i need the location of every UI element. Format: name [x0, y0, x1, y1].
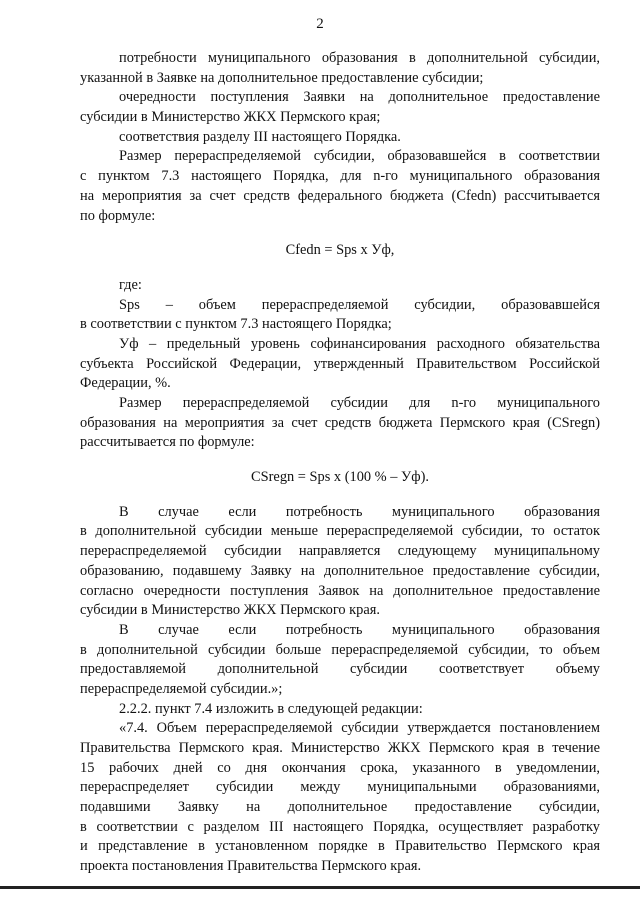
- text-line: в соответствии с пунктом 7.3 настоящего Порядка;: [80, 316, 392, 333]
- text-line: образованию, подавшему Заявку на дополнительное предоставление субсидии,: [80, 562, 600, 579]
- text-line: предоставляемой дополнительной субсидии соответствует объему: [80, 661, 600, 678]
- text-line: Федерации, %.: [80, 375, 171, 392]
- text-line: рассчитывается по формуле:: [80, 434, 255, 451]
- text-line: субсидии в Министерство ЖКХ Пермского края.: [80, 602, 380, 619]
- text-line: потребности муниципального образования в дополнительной субсидии,: [119, 50, 600, 66]
- text-line: указанной в Заявке на дополнительное предоставление субсидии;: [80, 69, 484, 86]
- page-number: 2: [316, 16, 324, 32]
- text-line: проекта постановления Правительства Пермского края.: [80, 858, 422, 875]
- text-line: где:: [119, 276, 142, 293]
- text-line: в дополнительной субсидии меньше перераспределяемой субсидии, то остаток: [80, 523, 600, 540]
- text-line: Уф – предельный уровень софинансирования расходного обязательства: [119, 335, 600, 352]
- text-line: Размер перераспределяемой субсидии, образовавшейся в соответствии: [119, 148, 600, 165]
- page-bottom-rule: [0, 886, 640, 889]
- text-line: очередности поступления Заявки на дополнительное предоставление: [119, 89, 600, 106]
- text-line: образования на мероприятия за счет средств бюджета Пермского края (CSregn): [80, 414, 600, 431]
- text-line: в соответствии с разделом III настоящего Порядка, осуществляет разработку: [80, 818, 600, 835]
- text-line: Правительства Пермского края. Министерство ЖКХ Пермского края в течение: [80, 740, 600, 756]
- text-line: перераспределяет субсидии между муниципальными образованиями,: [80, 779, 600, 796]
- document-body: [80, 49, 600, 877]
- text-line: соответствия разделу III настоящего Порядка.: [119, 128, 401, 145]
- text-line: В случае если потребность муниципального образования: [119, 503, 600, 520]
- text-line: на мероприятия за счет средств федерального бюджета (Cfedn) рассчитывается: [80, 187, 600, 204]
- text-line: согласно очередности поступления Заявок на дополнительное предоставление: [80, 582, 600, 599]
- formula-line: Cfedn = Sps x Уф,: [285, 242, 395, 259]
- formula-line: CSregn = Sps x (100 % – Уф).: [251, 469, 429, 486]
- text-line: с пунктом 7.3 настоящего Порядка, для n-го муниципального образования: [80, 168, 600, 185]
- text-line: в дополнительной субсидии больше перераспределяемой субсидии, то объем: [80, 641, 600, 658]
- text-line: и представление в установленном порядке в Правительство Пермского края: [80, 838, 600, 855]
- text-line: субсидии в Министерство ЖКХ Пермского края;: [80, 109, 381, 126]
- text-line: перераспределяемой субсидии.»;: [80, 680, 283, 697]
- text-line: субъекта Российской Федерации, утвержденный Правительством Российской: [80, 355, 600, 372]
- text-line: 2.2.2. пункт 7.4 изложить в следующей редакции:: [119, 700, 423, 717]
- text-line: по формуле:: [80, 207, 156, 224]
- text-line: перераспределяемой субсидии направляется следующему муниципальному: [80, 543, 600, 560]
- text-line: «7.4. Объем перераспределяемой субсидии утверждается постановлением: [119, 720, 600, 737]
- text-line: Sps – объем перераспределяемой субсидии, образовавшейся: [119, 296, 600, 313]
- text-line: В случае если потребность муниципального образования: [119, 621, 600, 638]
- text-line: Размер перераспределяемой субсидии для n-го муниципального: [119, 395, 600, 411]
- text-line: подавшими Заявку на дополнительное предоставление субсидии,: [80, 799, 600, 816]
- text-line: 15 рабочих дней со дня окончания срока, указанного в уведомлении,: [80, 759, 600, 776]
